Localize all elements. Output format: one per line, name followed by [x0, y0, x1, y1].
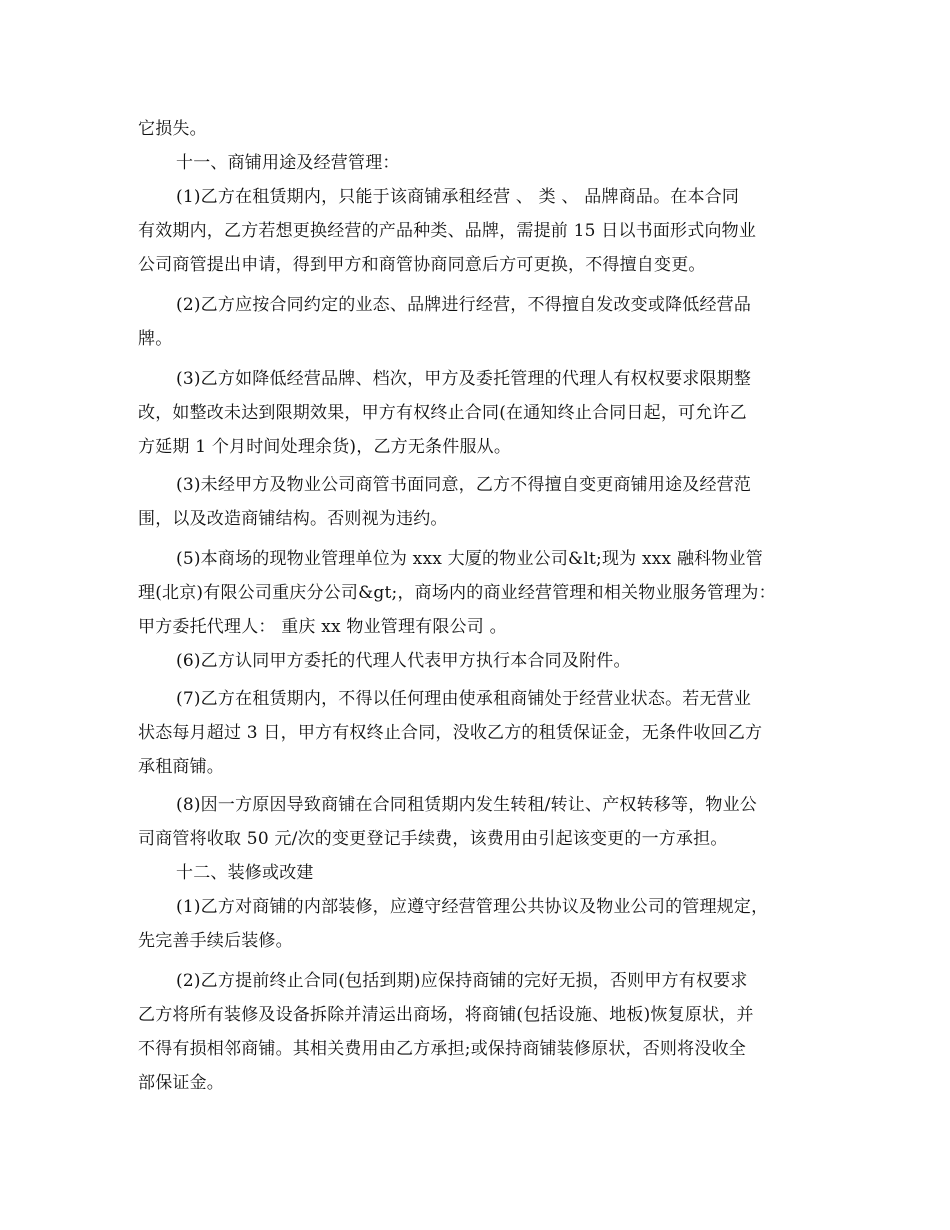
text-line: 方延期 1 个月时间处理余货)，乙方无条件服从。 [138, 437, 512, 457]
text-line: 司商管将收取 50 元/次的变更登记手续费，该费用由引起该变更的一方承担。 [138, 829, 728, 849]
text-line: 公司商管提出申请，得到甲方和商管协商同意后方可更换，不得擅自变更。 [138, 255, 706, 275]
text-line: 它损失。 [138, 119, 207, 139]
text-line: 部保证金。 [138, 1073, 224, 1093]
text-line: (3)乙方如降低经营品牌、档次，甲方及委托管理的代理人有权权要求限期整 [176, 369, 752, 389]
text-line: (1)乙方在租赁期内，只能于该商铺承租经营 、 类 、 品牌商品。在本合同 [176, 187, 740, 207]
text-line: (5)本商场的现物业管理单位为 xxx 大厦的物业公司&lt;现为 xxx 融科物业管 [176, 549, 763, 569]
section-heading-12: 十二、装修或改建 [176, 863, 314, 883]
text-line: (7)乙方在租赁期内，不得以任何理由使承租商铺处于经营业状态。若无营业 [176, 689, 752, 709]
text-line: 状态每月超过 3 日，甲方有权终止合同，没收乙方的租赁保证金，无条件收回乙方 [138, 723, 763, 743]
text-line: (1)乙方对商铺的内部装修，应遵守经营管理公共协议及物业公司的管理规定， [176, 897, 769, 917]
text-line: 改，如整改未达到限期效果，甲方有权终止合同(在通知终止合同日起，可允许乙 [138, 403, 747, 423]
text-line: 有效期内，乙方若想更换经营的产品种类、品牌，需提前 15 日以书面形式向物业 [138, 221, 757, 241]
section-heading-11: 十一、商铺用途及经营管理： [176, 153, 400, 173]
text-line: 牌。 [138, 329, 173, 349]
text-line: (8)因一方原因导致商铺在合同租赁期内发生转租/转让、产权转移等，物业公 [176, 795, 758, 815]
text-line: 理(北京)有限公司重庆分公司&gt;，商场内的商业经营管理和相关物业服务管理为： [138, 583, 776, 603]
text-line: 先完善手续后装修。 [138, 931, 293, 951]
text-line: 围，以及改造商铺结构。否则视为违约。 [138, 509, 448, 529]
text-line: (3)未经甲方及物业公司商管书面同意，乙方不得擅自变更商铺用途及经营范 [176, 475, 752, 495]
text-line: (2)乙方提前终止合同(包括到期)应保持商铺的完好无损，否则甲方有权要求 [176, 971, 748, 991]
text-line: (2)乙方应按合同约定的业态、品牌进行经营，不得擅自发改变或降低经营品 [176, 295, 752, 315]
text-line: 承租商铺。 [138, 757, 224, 777]
text-line: (6)乙方认同甲方委托的代理人代表甲方执行本合同及附件。 [176, 651, 631, 671]
text-line: 甲方委托代理人： 重庆 xx 物业管理有限公司 。 [138, 617, 507, 637]
text-line: 不得有损相邻商铺。其相关费用由乙方承担;或保持商铺装修原状，否则将没收全 [138, 1039, 746, 1059]
text-line: 乙方将所有装修及设备拆除并清运出商场，将商铺(包括设施、地板)恢复原状，并 [138, 1005, 754, 1025]
